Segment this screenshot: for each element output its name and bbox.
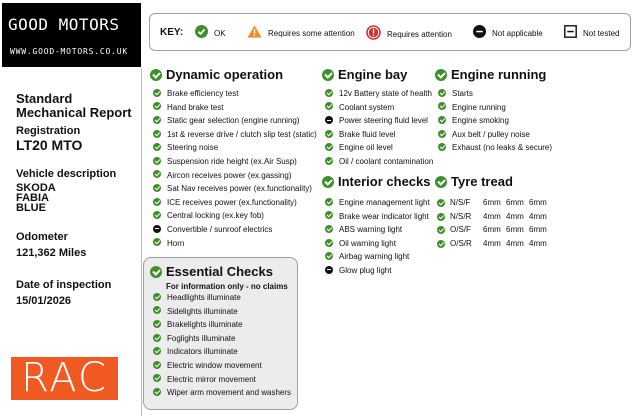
check-circle-icon <box>438 116 446 124</box>
check-item <box>325 89 432 99</box>
minus-circle-icon <box>325 266 333 274</box>
vehicle-colour: BLUE <box>16 202 46 214</box>
vehicle-label: Vehicle description <box>16 168 117 180</box>
check-item-label: Oil / coolant contamination <box>339 157 434 166</box>
check-item <box>153 361 262 371</box>
check-circle-icon <box>325 252 333 260</box>
check-item <box>438 89 473 99</box>
key-some-attention <box>247 25 355 43</box>
check-item-label: Brake fluid level <box>339 129 396 139</box>
check-item-label: Static gear selection (engine running) <box>167 116 300 126</box>
check-item-label: Brake efficiency test <box>167 89 239 98</box>
check-circle-icon <box>153 211 161 219</box>
check-circle-icon <box>153 170 161 178</box>
alert-octagon-icon <box>366 25 381 45</box>
rac-logo: RAC <box>11 357 118 400</box>
tyre-depths: 6mm 6mm 6mm <box>483 225 547 235</box>
check-item <box>153 198 297 208</box>
tyre-position: O/S/F <box>450 225 471 235</box>
odometer-value: 121,362 Miles <box>16 247 87 259</box>
check-item-label: Indicators illuminate <box>167 347 238 357</box>
check-item-label: Horn <box>167 238 185 248</box>
check-circle-icon <box>325 102 333 110</box>
check-item <box>325 157 433 167</box>
dynamic-operation-title: Dynamic operation <box>150 67 283 83</box>
minus-circle-icon <box>325 116 333 124</box>
check-item <box>325 266 391 276</box>
tyre-position: N/S/R <box>450 211 472 221</box>
check-item <box>325 225 402 235</box>
check-item <box>153 157 297 167</box>
check-circle-icon <box>437 199 445 207</box>
check-item-label: Electric mirror movement <box>167 374 256 384</box>
check-circle-icon <box>325 198 333 206</box>
check-item-label: Steering noise <box>167 143 219 153</box>
check-item-label: Wiper arm movement and washers <box>167 388 292 398</box>
check-item-label: Brakelights illuminate <box>167 320 243 330</box>
check-item <box>153 307 238 317</box>
check-item-label: Glow plug light <box>339 266 392 275</box>
check-item <box>325 198 430 208</box>
check-circle-icon <box>153 130 161 138</box>
check-item <box>325 116 428 126</box>
check-item <box>438 130 530 140</box>
check-circle-icon <box>153 89 161 97</box>
key-not-tested-text: Not tested <box>583 29 620 39</box>
check-item-label: Sidelights illuminate <box>167 306 238 316</box>
check-item <box>325 212 429 222</box>
check-item <box>153 89 238 99</box>
check-circle-icon <box>325 211 333 219</box>
essential-checks-note: For information only - no claims <box>166 282 288 291</box>
report-title <box>16 92 132 120</box>
check-circle-icon <box>435 176 447 188</box>
check-item-label: Engine management light <box>339 198 430 207</box>
check-circle-icon <box>438 102 446 110</box>
essential-checks-title: Essential Checks <box>150 264 273 280</box>
key-ok <box>195 25 226 43</box>
check-circle-icon <box>153 238 161 246</box>
check-circle-icon <box>438 143 446 151</box>
logo-name: GOOD MOTORS <box>8 15 120 34</box>
status-key <box>149 13 631 51</box>
date-value: 15/01/2026 <box>16 295 72 307</box>
key-some-attention-text: Requires some attention <box>268 29 355 39</box>
check-item <box>153 171 292 181</box>
check-circle-icon <box>153 116 161 124</box>
check-item <box>153 347 238 357</box>
check-item <box>325 103 394 113</box>
minus-circle-icon <box>473 25 486 43</box>
tyre-depths: 4mm 4mm 4mm <box>483 238 547 248</box>
engine-running-title: Engine running <box>435 67 546 83</box>
sidebar-divider <box>141 68 142 416</box>
check-item-label: Engine smoking <box>452 116 509 126</box>
check-circle-icon <box>153 198 161 206</box>
check-circle-icon <box>153 374 161 382</box>
check-item-label: Foglights illuminate <box>167 333 236 343</box>
check-circle-icon <box>437 226 445 234</box>
check-item-label: Aux belt / pulley noise <box>452 129 530 139</box>
check-item-label: Coolant system <box>339 102 395 112</box>
check-circle-icon <box>322 69 334 81</box>
check-circle-icon <box>153 157 161 165</box>
check-item-label: Brake wear indicator light <box>339 211 429 221</box>
check-item-label: Starts <box>452 89 473 98</box>
key-attention-text: Requires attention <box>387 30 452 40</box>
check-item-label: Airbag warning light <box>339 252 410 262</box>
check-circle-icon <box>325 143 333 151</box>
check-circle-icon <box>325 225 333 233</box>
tyre-position: N/S/F <box>450 198 471 207</box>
minus-circle-icon <box>153 225 161 233</box>
check-item-label: Suspension ride height (ex.Air Susp) <box>167 157 297 166</box>
check-item-label: Aircon receives power (ex.gassing) <box>167 170 292 180</box>
key-not-tested <box>564 25 619 43</box>
check-circle-icon <box>325 89 333 97</box>
check-circle-icon <box>150 266 162 278</box>
check-circle-icon <box>325 157 333 165</box>
check-circle-icon <box>153 306 161 314</box>
check-item <box>153 334 235 344</box>
check-item <box>153 225 272 235</box>
check-item <box>325 143 393 153</box>
check-item <box>153 103 223 113</box>
check-item <box>325 239 396 249</box>
check-item <box>438 143 552 153</box>
check-circle-icon <box>153 347 161 355</box>
check-item-label: ICE receives power (ex.functionality) <box>167 197 297 207</box>
check-item-label: Headlights illuminate <box>167 293 241 302</box>
good-motors-logo <box>2 3 141 67</box>
check-circle-icon <box>195 25 208 43</box>
check-circle-icon <box>153 102 161 110</box>
check-item-label: Oil warning light <box>339 238 396 248</box>
vehicle-make: SKODA <box>16 182 56 194</box>
check-circle-icon <box>153 293 161 301</box>
check-circle-icon <box>153 361 161 369</box>
registration-label: Registration <box>16 125 81 137</box>
check-item <box>153 143 218 153</box>
check-item <box>325 130 395 140</box>
check-circle-icon <box>153 334 161 342</box>
key-label: KEY: <box>160 27 184 38</box>
check-item-label: ABS warning light <box>339 225 403 235</box>
check-item <box>438 103 506 113</box>
check-item-label: Electric window movement <box>167 361 262 370</box>
check-circle-icon <box>325 239 333 247</box>
check-circle-icon <box>153 143 161 151</box>
check-item <box>153 116 300 126</box>
check-circle-icon <box>437 240 445 248</box>
check-item <box>325 252 409 262</box>
check-item-label: Exhaust (no leaks & secure) <box>452 143 553 153</box>
report-title-line-2: Mechanical Report <box>16 105 132 120</box>
check-item-label: Engine running <box>452 102 506 112</box>
check-circle-icon <box>325 130 333 138</box>
minus-square-icon <box>564 25 577 43</box>
check-item <box>153 293 241 303</box>
engine-bay-title: Engine bay <box>322 67 407 83</box>
check-item-label: Convertible / sunroof electrics <box>167 225 273 234</box>
key-attention <box>366 25 452 45</box>
check-item-label: 1st & reverse drive / clutch slip test (static) <box>167 129 317 139</box>
report-title-line-1: Standard <box>16 91 73 106</box>
tyre-tread-title: Tyre tread <box>435 174 513 190</box>
check-circle-icon <box>153 320 161 328</box>
warning-triangle-icon <box>247 25 262 43</box>
odometer-label: Odometer <box>16 231 68 243</box>
check-item-label: Hand brake test <box>167 102 224 112</box>
tyre-depths: 6mm 6mm 6mm <box>483 198 547 207</box>
check-circle-icon <box>150 69 162 81</box>
check-item-label: Central locking (ex.key fob) <box>167 211 264 221</box>
check-item <box>438 116 509 126</box>
check-item-label: 12v Battery state of health <box>339 89 432 98</box>
check-circle-icon <box>435 69 447 81</box>
key-not-applicable <box>473 25 543 43</box>
date-label: Date of inspection <box>16 279 112 291</box>
check-item <box>153 320 243 330</box>
registration-value: LT20 MTO <box>16 137 83 153</box>
check-circle-icon <box>322 176 334 188</box>
check-circle-icon <box>153 388 161 396</box>
interior-checks-title: Interior checks <box>322 174 431 190</box>
check-circle-icon <box>438 89 446 97</box>
vehicle-model: FABIA <box>16 192 49 204</box>
key-ok-text: OK <box>214 29 226 39</box>
check-circle-icon <box>438 130 446 138</box>
check-item <box>153 239 184 249</box>
check-circle-icon <box>437 213 445 221</box>
check-item <box>153 211 264 221</box>
check-item-label: Engine oil level <box>339 143 393 153</box>
vehicle-description <box>16 183 56 213</box>
check-item <box>153 184 312 194</box>
check-item <box>153 375 256 385</box>
check-item-label: Sat Nav receives power (ex.functionality) <box>167 184 312 194</box>
check-item <box>153 388 291 398</box>
key-not-applicable-text: Not applicable <box>492 29 543 39</box>
logo-url: WWW.GOOD-MOTORS.CO.UK <box>10 47 128 56</box>
check-circle-icon <box>153 184 161 192</box>
tyre-depths: 4mm 4mm 4mm <box>483 211 547 221</box>
tyre-position: O/S/R <box>450 238 472 248</box>
check-item-label: Power steering fluid level <box>339 116 428 126</box>
check-item <box>153 130 317 140</box>
